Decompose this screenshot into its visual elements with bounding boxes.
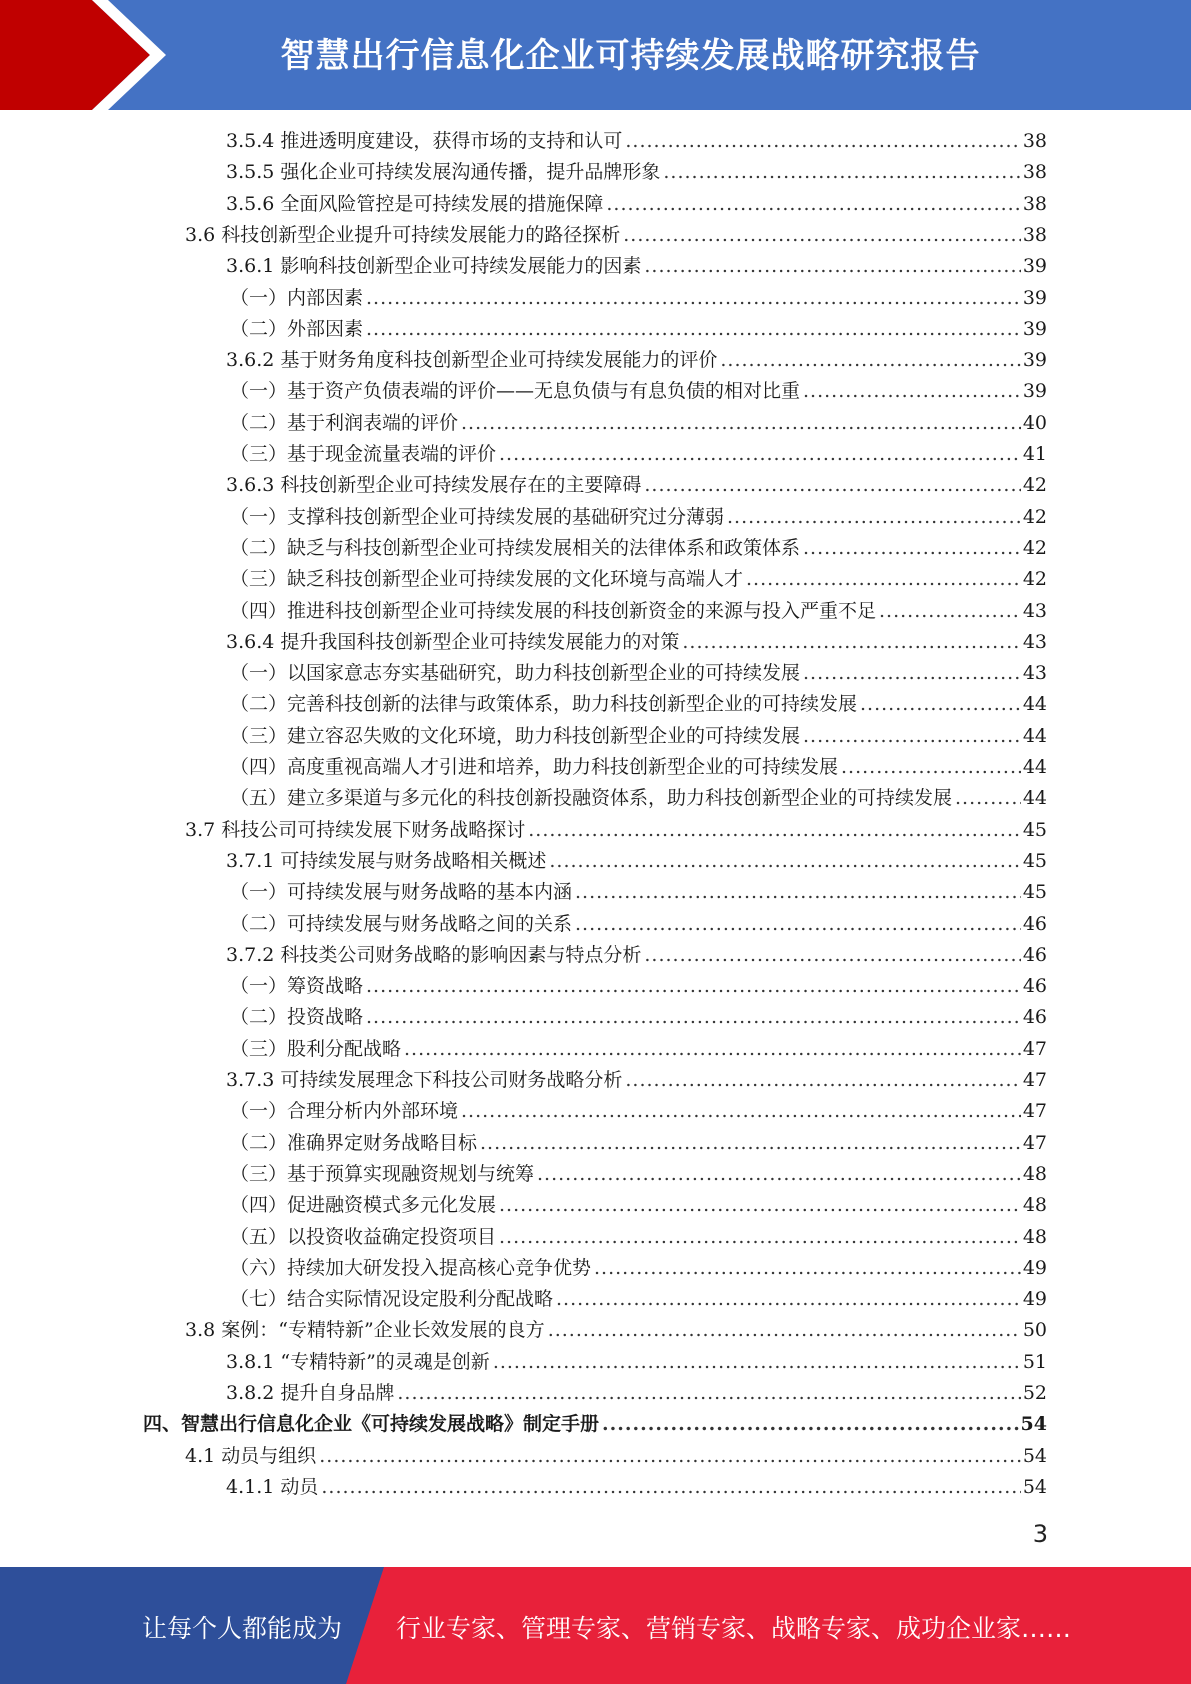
toc-entry-page: 47	[1022, 1100, 1047, 1123]
toc-leader-dots	[397, 1382, 1020, 1404]
toc-entry-title: （七）结合实际情况设定股利分配战略	[230, 1288, 554, 1311]
toc-entry-page: 44	[1022, 693, 1047, 716]
toc-entry-page: 46	[1022, 943, 1047, 966]
toc-entry-page: 54	[1022, 1475, 1047, 1498]
toc-entry-page: 45	[1022, 818, 1047, 841]
toc-leader-dots	[461, 1100, 1021, 1122]
toc-entry[interactable]	[143, 1409, 1047, 1440]
toc-entry[interactable]	[230, 502, 1047, 533]
toc-leader-dots	[537, 1163, 1021, 1185]
toc-entry[interactable]	[230, 658, 1047, 689]
toc-entry-page: 43	[1022, 599, 1047, 622]
toc-entry[interactable]	[226, 157, 1047, 188]
toc-entry-page: 45	[1022, 849, 1047, 872]
toc-entry-title: （三）缺乏科技创新型企业可持续发展的文化环境与高端人才	[230, 568, 744, 591]
toc-entry[interactable]	[226, 1065, 1047, 1096]
toc-entry-title: 3.7.2 科技类公司财务战略的影响因素与特点分析	[226, 943, 642, 966]
toc-entry[interactable]	[230, 1284, 1047, 1315]
toc-entry[interactable]	[230, 564, 1047, 595]
toc-leader-dots	[594, 1257, 1021, 1279]
toc-entry-page: 54	[1020, 1413, 1047, 1436]
toc-leader-dots	[366, 318, 1021, 340]
toc-entry-title: 3.7 科技公司可持续发展下财务战略探讨	[185, 818, 526, 841]
toc-entry-page: 45	[1022, 881, 1047, 904]
toc-entry-title: （六）持续加大研发投入提高核心竞争优势	[230, 1256, 592, 1279]
toc-entry[interactable]	[230, 439, 1047, 470]
toc-entry-page: 54	[1022, 1444, 1047, 1467]
toc-entry-page: 50	[1022, 1319, 1047, 1342]
footer-slogan-right: 行业专家、管理专家、营销专家、战略专家、成功企业家……	[396, 1614, 1072, 1643]
toc-entry-page: 44	[1022, 724, 1047, 747]
toc-entry-title: （五）建立多渠道与多元化的科技创新投融资体系，助力科技创新型企业的可持续发展	[230, 787, 953, 810]
toc-leader-dots	[803, 537, 1021, 559]
toc-entry-page: 39	[1022, 286, 1047, 309]
toc-leader-dots	[606, 193, 1020, 215]
toc-entry-title: （一）合理分析内外部环境	[230, 1100, 459, 1123]
toc-entry-title: （四）促进融资模式多元化发展	[230, 1194, 497, 1217]
toc-entry-title: 3.5.6 全面风险管控是可持续发展的措施保障	[226, 192, 604, 215]
toc-entry-page: 42	[1022, 536, 1047, 559]
toc-entry-page: 39	[1022, 317, 1047, 340]
toc-entry[interactable]	[230, 1190, 1047, 1221]
toc-entry-title: （二）可持续发展与财务战略之间的关系	[230, 912, 573, 935]
toc-entry-title: 3.6.1 影响科技创新型企业可持续发展能力的因素	[226, 255, 642, 278]
toc-entry-page: 38	[1022, 192, 1047, 215]
toc-entry-page: 48	[1022, 1225, 1047, 1248]
toc-entry[interactable]	[230, 1222, 1047, 1253]
toc-entry-page: 46	[1022, 975, 1047, 998]
toc-entry[interactable]	[185, 815, 1047, 846]
toc-entry[interactable]	[226, 345, 1047, 376]
toc-leader-dots	[366, 975, 1021, 997]
toc-entry-title: （四）高度重视高端人才引进和培养，助力科技创新型企业的可持续发展	[230, 756, 839, 778]
toc-entry-title: 4.1.1 动员	[226, 1475, 319, 1498]
toc-entry-title: 3.6.4 提升我国科技创新型企业可持续发展能力的对策	[226, 630, 680, 653]
page-number: 3	[1032, 1520, 1048, 1548]
toc-entry-page: 49	[1022, 1256, 1047, 1279]
toc-entry[interactable]	[226, 126, 1047, 157]
toc-leader-dots	[746, 568, 1021, 590]
toc-leader-dots	[499, 443, 1021, 465]
toc-leader-dots	[644, 944, 1020, 966]
toc-entry-title: （二）外部因素	[230, 317, 364, 340]
toc-leader-dots	[556, 1288, 1021, 1310]
toc-entry[interactable]	[185, 220, 1047, 251]
toc-entry-title: 4.1 动员与组织	[185, 1444, 317, 1467]
toc-leader-dots	[480, 1132, 1021, 1154]
toc-leader-dots	[366, 287, 1021, 309]
toc-leader-dots	[499, 1226, 1021, 1248]
toc-entry[interactable]	[230, 689, 1047, 720]
toc-entry[interactable]	[230, 376, 1047, 407]
toc-leader-dots	[841, 756, 1021, 778]
toc-leader-dots	[461, 412, 1021, 434]
toc-entry-title: 四、智慧出行信息化企业《可持续发展战略》制定手册	[143, 1413, 600, 1436]
toc-entry-page: 52	[1022, 1382, 1047, 1404]
toc-entry-title: 3.7.1 可持续发展与财务战略相关概述	[226, 849, 547, 872]
toc-entry-page: 43	[1022, 662, 1047, 685]
toc-entry[interactable]	[226, 846, 1047, 877]
toc-entry-title: （二）准确界定财务战略目标	[230, 1131, 478, 1154]
toc-leader-dots	[602, 1413, 1019, 1435]
toc-leader-dots	[625, 1069, 1020, 1091]
toc-leader-dots	[955, 787, 1021, 809]
toc-entry[interactable]	[226, 1472, 1047, 1503]
toc-leader-dots	[663, 161, 1020, 183]
toc-entry[interactable]	[230, 783, 1047, 814]
toc-entry-title: （三）建立容忍失败的文化环境，助力科技创新型企业的可持续发展	[230, 724, 801, 747]
toc-entry[interactable]	[230, 1096, 1047, 1127]
toc-entry-title: （一）筹资战略	[230, 975, 364, 998]
toc-entry-title: 3.5.5 强化企业可持续发展沟通传播，提升品牌形象	[226, 161, 661, 184]
footer-slogan-left: 让每个人都能成为	[142, 1614, 343, 1643]
toc-entry-title: 3.8.2 提升自身品牌	[226, 1382, 395, 1404]
toc-entry-page: 48	[1022, 1162, 1047, 1185]
page-header	[0, 0, 1191, 110]
toc-leader-dots	[366, 1006, 1021, 1028]
toc-entry[interactable]	[230, 533, 1047, 564]
toc-leader-dots	[548, 1319, 1021, 1341]
toc-entry-title: 3.8 案例：“专精特新”企业长效发展的良方	[185, 1319, 545, 1342]
toc-entry[interactable]	[230, 752, 1047, 783]
toc-entry[interactable]	[226, 940, 1047, 971]
toc-entry-page: 38	[1022, 223, 1047, 246]
toc-entry-title: （一）可持续发展与财务战略的基本内涵	[230, 881, 573, 904]
toc-leader-dots	[321, 1476, 1020, 1498]
toc-entry[interactable]	[230, 1128, 1047, 1159]
toc-entry-page: 43	[1022, 630, 1047, 653]
toc-leader-dots	[499, 1194, 1021, 1216]
toc-leader-dots	[682, 631, 1020, 653]
toc-leader-dots	[860, 693, 1021, 715]
toc-entry[interactable]	[230, 408, 1047, 439]
toc-entry-page: 38	[1022, 161, 1047, 184]
toc-leader-dots	[644, 255, 1020, 277]
toc-entry-page: 46	[1022, 1006, 1047, 1029]
toc-leader-dots	[803, 662, 1021, 684]
toc-entry[interactable]	[185, 1441, 1047, 1472]
toc-entry-page: 42	[1022, 474, 1047, 497]
toc-entry-title: 3.6.3 科技创新型企业可持续发展存在的主要障碍	[226, 474, 642, 497]
toc-entry[interactable]	[230, 1034, 1047, 1065]
toc-leader-dots	[879, 600, 1021, 622]
toc-entry-title: （一）以国家意志夯实基础研究，助力科技创新型企业的可持续发展	[230, 662, 801, 685]
toc-entry-title: 3.8.1 “专精特新”的灵魂是创新	[226, 1350, 490, 1373]
toc-entry-page: 38	[1022, 130, 1047, 152]
toc-leader-dots	[493, 1351, 1021, 1373]
toc-entry-title: 3.5.4 推进透明度建设，获得市场的支持和认可	[226, 130, 623, 152]
toc-entry[interactable]	[230, 877, 1047, 908]
toc-entry[interactable]	[230, 596, 1047, 627]
toc-entry[interactable]	[230, 1253, 1047, 1284]
toc-entry[interactable]	[230, 1159, 1047, 1190]
toc-leader-dots	[549, 850, 1020, 872]
toc-entry-page: 40	[1022, 411, 1047, 434]
toc-leader-dots	[528, 819, 1021, 841]
toc-entry-title: （五）以投资收益确定投资项目	[230, 1225, 497, 1248]
toc-entry-title: （一）支撑科技创新型企业可持续发展的基础研究过分薄弱	[230, 505, 725, 528]
report-title: 智慧出行信息化企业可持续发展战略研究报告	[280, 36, 981, 76]
toc-entry[interactable]	[226, 1378, 1047, 1409]
toc-entry-page: 42	[1022, 505, 1047, 528]
toc-entry-page: 46	[1022, 912, 1047, 935]
toc-entry-title: （一）基于资产负债表端的评价——无息负债与有息负债的相对比重	[230, 380, 801, 403]
toc-entry-page: 39	[1022, 255, 1047, 278]
toc-entry-page: 47	[1022, 1069, 1047, 1091]
toc-entry-page: 42	[1022, 568, 1047, 591]
toc-entry[interactable]	[230, 314, 1047, 345]
toc-leader-dots	[803, 380, 1021, 402]
toc-leader-dots	[720, 349, 1020, 371]
toc-entry-page: 47	[1022, 1131, 1047, 1154]
toc-entry[interactable]	[226, 189, 1047, 220]
toc-entry-page: 48	[1022, 1194, 1047, 1217]
toc-entry[interactable]	[230, 1002, 1047, 1033]
toc-entry-title: （三）股利分配战略	[230, 1037, 402, 1060]
toc-entry-page: 51	[1022, 1350, 1047, 1373]
toc-entry-page: 44	[1022, 787, 1047, 810]
toc-entry-page: 41	[1022, 443, 1047, 465]
toc-entry-title: （三）基于预算实现融资规划与统筹	[230, 1162, 535, 1185]
toc-entry-title: （二）缺乏与科技创新型企业可持续发展相关的法律体系和政策体系	[230, 536, 801, 559]
toc-leader-dots	[644, 474, 1020, 496]
toc-leader-dots	[803, 725, 1021, 747]
toc-entry-title: （四）推进科技创新型企业可持续发展的科技创新资金的来源与投入严重不足	[230, 599, 877, 622]
toc-entry-title: （二）投资战略	[230, 1006, 364, 1029]
toc-leader-dots	[404, 1038, 1021, 1060]
toc-entry[interactable]	[230, 721, 1047, 752]
toc-entry[interactable]	[230, 909, 1047, 940]
toc-entry-page: 47	[1022, 1037, 1047, 1060]
page-footer	[0, 1567, 1191, 1684]
toc-entry-title: （二）完善科技创新的法律与政策体系，助力科技创新型企业的可持续发展	[230, 693, 858, 716]
toc-entry[interactable]	[230, 283, 1047, 314]
toc-entry[interactable]	[226, 1347, 1047, 1378]
toc-entry-title: 3.7.3 可持续发展理念下科技公司财务战略分析	[226, 1069, 623, 1091]
toc-entry-page: 39	[1022, 380, 1047, 403]
toc-entry-title: （三）基于现金流量表端的评价	[230, 443, 497, 465]
toc-entry-page: 49	[1022, 1288, 1047, 1311]
toc-entry[interactable]	[185, 1315, 1047, 1346]
toc-entry-title: （二）基于利润表端的评价	[230, 411, 459, 434]
toc-leader-dots	[625, 130, 1020, 152]
toc-entry-title: （一）内部因素	[230, 286, 364, 309]
toc-leader-dots	[575, 881, 1021, 903]
toc-entry[interactable]	[226, 470, 1047, 501]
toc-leader-dots	[623, 224, 1021, 246]
toc-entry-page: 44	[1022, 756, 1047, 778]
toc-entry[interactable]	[230, 971, 1047, 1002]
toc-entry-page: 39	[1022, 349, 1047, 372]
toc-entry-title: 3.6.2 基于财务角度科技创新型企业可持续发展能力的评价	[226, 349, 718, 372]
toc-leader-dots	[319, 1445, 1021, 1467]
toc-entry-title: 3.6 科技创新型企业提升可持续发展能力的路径探析	[185, 223, 621, 246]
toc-leader-dots	[575, 913, 1021, 935]
toc-leader-dots	[727, 506, 1021, 528]
toc-entry[interactable]	[226, 627, 1047, 658]
toc-entry[interactable]	[226, 251, 1047, 282]
